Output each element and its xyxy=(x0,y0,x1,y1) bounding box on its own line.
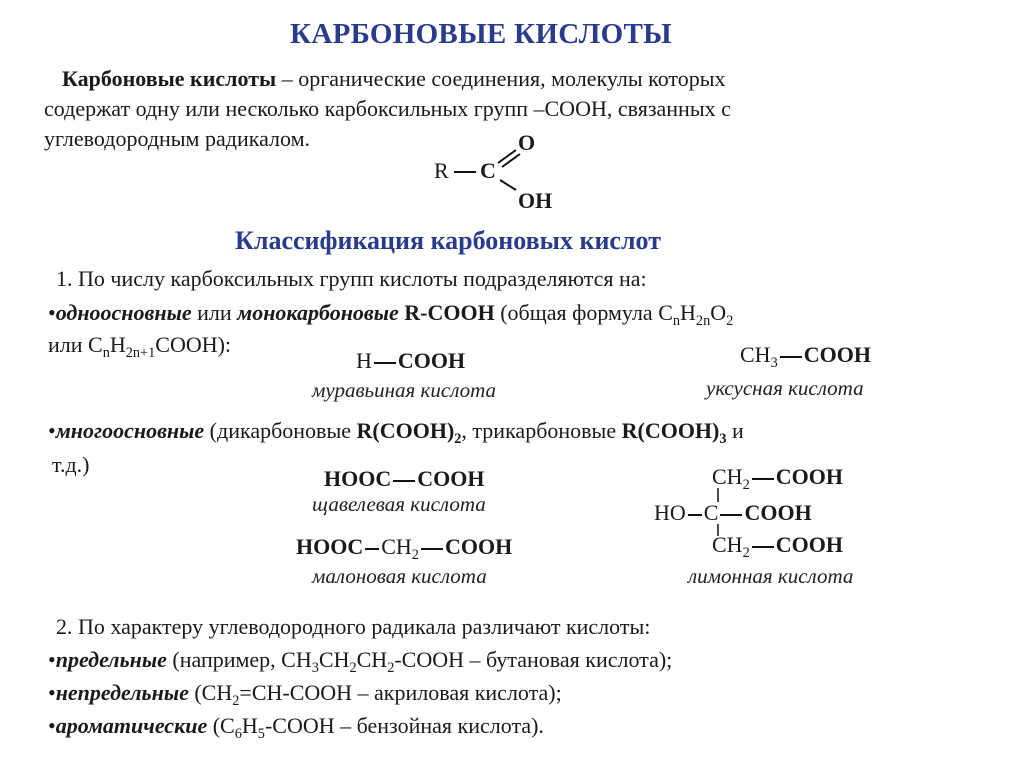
term-unsaturated: непредельные xyxy=(55,680,189,705)
bond xyxy=(374,362,396,364)
bond xyxy=(752,478,774,480)
term-aromatic: ароматические xyxy=(55,713,208,738)
text: COOH xyxy=(397,348,466,373)
sub: 3 xyxy=(719,431,727,447)
mono-line-1 xyxy=(48,298,733,328)
text: R(COOH) xyxy=(356,418,455,443)
bond xyxy=(780,356,802,358)
malonic-formula xyxy=(296,534,513,563)
sub: 3 xyxy=(311,660,319,676)
citric-caption: лимонная кислота xyxy=(688,564,854,588)
section2-heading: 2. По характеру углеводородного радикала различают кислоты: xyxy=(56,614,651,639)
sub: 2 xyxy=(742,545,750,561)
sub: 2 xyxy=(232,693,240,709)
text: =CH-COOH – акриловая кислота); xyxy=(239,680,562,705)
text: (CH xyxy=(188,680,233,705)
sub: 2 xyxy=(454,431,462,447)
unsaturated-line xyxy=(48,678,562,708)
bond xyxy=(365,548,379,550)
text: CH xyxy=(356,647,388,672)
text: H xyxy=(109,332,126,357)
mono-line-2 xyxy=(48,330,231,360)
term-monobasic: одноосновные xyxy=(55,300,192,325)
text: C xyxy=(703,500,719,525)
sub: 2n xyxy=(695,313,711,329)
text: R(COOH) xyxy=(621,418,720,443)
formula-rcooh: R-COOH xyxy=(398,300,495,325)
text: HOOC xyxy=(324,466,392,491)
formula-o: O xyxy=(518,130,536,155)
text: HOOC xyxy=(296,534,364,559)
sub: 3 xyxy=(770,355,778,371)
text: H xyxy=(356,348,372,373)
bond xyxy=(688,514,702,516)
saturated-line xyxy=(48,645,672,675)
bullet: • xyxy=(48,713,56,738)
formic-caption: муравьиная кислота xyxy=(312,378,497,402)
definition-line-1 xyxy=(62,64,726,94)
definition-term: Карбоновые кислоты xyxy=(62,66,277,91)
oxalic-caption: щавелевая кислота xyxy=(312,492,486,516)
classification-title: Классификация карбоновых кислот xyxy=(235,226,661,255)
bullet: • xyxy=(48,300,56,325)
text: COOH xyxy=(775,532,843,557)
text: COOH): xyxy=(155,332,232,357)
poly-line-2: т.д.) xyxy=(52,452,90,477)
text: CH xyxy=(712,464,743,489)
text: COOH xyxy=(417,466,485,491)
bond xyxy=(393,480,415,482)
citric-row-3 xyxy=(712,532,843,561)
citric-row-2 xyxy=(654,500,812,526)
definition-text: – органические соединения, молекулы которых xyxy=(276,66,726,91)
section1-heading: 1. По числу карбоксильных групп кислоты подразделяются на: xyxy=(56,266,647,291)
bond xyxy=(720,514,742,516)
text: (общая формула C xyxy=(494,300,673,325)
text: -COOH – бутановая кислота); xyxy=(394,647,673,672)
text: -COOH – бензойная кислота). xyxy=(264,713,544,738)
bond xyxy=(752,546,774,548)
citric-structure xyxy=(654,462,894,562)
text: CH xyxy=(712,532,743,557)
bullet: • xyxy=(48,418,56,443)
text: H xyxy=(680,300,696,325)
text: или xyxy=(191,300,238,325)
term-monocarboxylic: монокарбоновые xyxy=(237,300,399,325)
definition-line-2: содержат одну или несколько карбоксильных групп –СООН, связанных с xyxy=(44,96,731,121)
sub: 6 xyxy=(234,726,242,742)
text: CH xyxy=(740,342,771,367)
sub: 2 xyxy=(742,477,750,493)
sub: 5 xyxy=(257,726,265,742)
term-polybasic: многоосновные xyxy=(55,418,205,443)
bond xyxy=(421,548,443,550)
text: (C xyxy=(207,713,235,738)
text: CH xyxy=(381,534,412,559)
formula-oh: OH xyxy=(518,188,553,213)
sub: 2n+1 xyxy=(125,345,156,361)
citric-row-1 xyxy=(712,464,843,493)
text: CH xyxy=(318,647,350,672)
sub: 2 xyxy=(726,313,734,329)
page-title: КАРБОНОВЫЕ КИСЛОТЫ xyxy=(290,18,672,50)
malonic-caption: малоновая кислота xyxy=(312,564,487,588)
text: HO xyxy=(654,500,686,525)
acetic-formula xyxy=(740,342,871,371)
carboxyl-structure xyxy=(430,128,560,218)
sub: 2 xyxy=(387,660,395,676)
sub: n xyxy=(102,345,110,361)
bullet: • xyxy=(48,647,56,672)
formula-c: C xyxy=(480,158,496,183)
text: (например, CH xyxy=(166,647,312,672)
text: COOH xyxy=(444,534,513,559)
sub: 2 xyxy=(411,547,419,563)
aromatic-line xyxy=(48,711,544,741)
sub: 2 xyxy=(349,660,357,676)
term-saturated: предельные xyxy=(55,647,167,672)
text: , трикарбоновые xyxy=(461,418,622,443)
text: COOH xyxy=(744,500,812,525)
sub: n xyxy=(672,313,681,329)
poly-line-1 xyxy=(48,416,744,446)
text: или C xyxy=(48,332,103,357)
acetic-caption: уксусная кислота xyxy=(706,376,864,400)
text: и xyxy=(726,418,744,443)
definition-line-3: углеводородным радикалом. xyxy=(44,126,311,151)
text: H xyxy=(241,713,258,738)
formula-r: R xyxy=(434,158,449,183)
text: COOH xyxy=(803,342,871,367)
text: O xyxy=(710,300,727,325)
formic-formula xyxy=(356,348,465,374)
oxalic-formula xyxy=(324,466,484,492)
bullet: • xyxy=(48,680,56,705)
text: COOH xyxy=(775,464,843,489)
text: (дикарбоновые xyxy=(204,418,357,443)
